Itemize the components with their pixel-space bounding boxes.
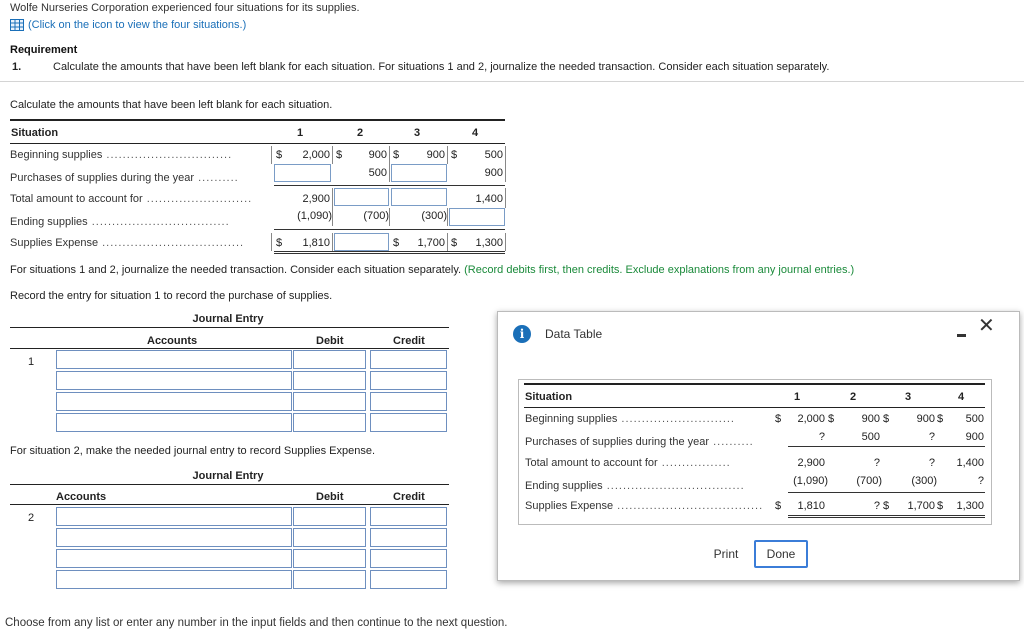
- dt-ending-1: (1,090): [793, 475, 828, 487]
- total-s4: 1,400: [475, 193, 503, 205]
- situation-header: Situation: [11, 127, 59, 139]
- total-s2-input[interactable]: [334, 188, 389, 206]
- dt-total-1: 2,900: [797, 457, 825, 469]
- dollar-sign: $: [451, 237, 458, 249]
- entry2-account-input[interactable]: [56, 528, 292, 547]
- beginning-s1: 2,000: [302, 149, 330, 161]
- entry1-accounts-header: Accounts: [147, 335, 198, 347]
- entry1-debit-input[interactable]: [293, 371, 366, 390]
- entry1-title: Journal Entry: [192, 313, 264, 325]
- expense-s2-input[interactable]: [334, 233, 389, 251]
- dt-purchases-2: 500: [861, 431, 880, 443]
- data-table-modal: i Data Table ✕ Situation 1 2 3 4 Beginning supplies ............................ $ 2,000 $ 900 $ 900 $ 500 Purchases of supplies during the year .......... ? 500 ? 900 Total amount to account for ................. 2,900 ? ? 1,400 Ending supplies .................................. (1,090) (700) (300) ? Supplies Expense .................................... $ 1,810 ? $ 1,700 $ 1,300 Print Done: [497, 311, 1020, 581]
- row-label-expense: Supplies Expense ...................................: [10, 237, 245, 249]
- entry2-credit-input[interactable]: [370, 507, 447, 526]
- beginning-s2: 900: [368, 149, 387, 161]
- row-label-total: Total amount to account for ..........................: [10, 193, 253, 205]
- journal-instruction: For situations 1 and 2, journalize the needed transaction. Consider each situation separately. (Record debits first, then credits. Exclude explanations from any journal entries.): [10, 264, 855, 276]
- table-top-rule: [10, 119, 505, 121]
- dt-col-3: 3: [905, 391, 912, 403]
- dt-ending-4: ?: [977, 475, 984, 487]
- done-button[interactable]: Done: [754, 540, 808, 568]
- dt-row-beginning: Beginning supplies ............................: [525, 413, 735, 425]
- table-grid-icon[interactable]: [10, 19, 24, 31]
- requirement-number: 1.: [12, 61, 22, 73]
- entry2-debit-input[interactable]: [293, 570, 366, 589]
- col-header-1: 1: [297, 127, 304, 139]
- entry1-credit-input[interactable]: [370, 413, 447, 432]
- dollar-sign: $: [276, 237, 283, 249]
- dollar-sign: $: [393, 237, 400, 249]
- entry1-prompt: Record the entry for situation 1 to record the purchase of supplies.: [10, 290, 333, 302]
- dt-expense-1: 1,810: [797, 500, 825, 512]
- dt-col-1: 1: [794, 391, 801, 403]
- entry1-credit-header: Credit: [393, 335, 425, 347]
- dt-situation-header: Situation: [525, 391, 573, 403]
- expense-s4: 1,300: [475, 237, 503, 249]
- purchases-s4: 900: [484, 167, 503, 179]
- entry1-debit-input[interactable]: [293, 350, 366, 369]
- requirement-heading: Requirement: [10, 44, 78, 56]
- dollar-sign: $: [276, 149, 283, 161]
- modal-title: Data Table: [545, 327, 603, 341]
- ending-s1: (1,090): [297, 210, 332, 222]
- dt-beginning-2: 900: [861, 413, 880, 425]
- dt-purchases-4: 900: [965, 431, 984, 443]
- dt-expense-4: 1,300: [956, 500, 984, 512]
- entry2-accounts-header: Accounts: [56, 491, 107, 503]
- entry2-credit-input[interactable]: [370, 570, 447, 589]
- dt-beginning-1: 2,000: [797, 413, 825, 425]
- row-label-purchases: Purchases of supplies during the year ..........: [10, 172, 239, 184]
- table-header-rule: [10, 143, 505, 144]
- entry2-debit-header: Debit: [316, 491, 344, 503]
- dt-ending-3: (300): [911, 475, 937, 487]
- minimize-icon[interactable]: [957, 334, 966, 337]
- entry2-debit-input[interactable]: [293, 549, 366, 568]
- requirement-text: Calculate the amounts that have been left blank for each situation. For situations 1 and 2, journalize the needed transaction. Consider each situation separately.: [53, 61, 830, 73]
- col-header-3: 3: [414, 127, 421, 139]
- entry1-account-input[interactable]: [56, 350, 292, 369]
- total-s1: 2,900: [302, 193, 330, 205]
- entry2-account-input[interactable]: [56, 570, 292, 589]
- entry1-credit-input[interactable]: [370, 350, 447, 369]
- dt-purchases-1: ?: [818, 431, 825, 443]
- dt-total-3: ?: [928, 457, 935, 469]
- dt-row-total: Total amount to account for .................: [525, 457, 731, 469]
- entry2-credit-input[interactable]: [370, 549, 447, 568]
- entry1-account-input[interactable]: [56, 371, 292, 390]
- dt-total-2: ?: [873, 457, 880, 469]
- entry2-debit-input[interactable]: [293, 528, 366, 547]
- dt-beginning-4: 500: [965, 413, 984, 425]
- dollar-sign: $: [393, 149, 400, 161]
- ending-s2: (700): [363, 210, 389, 222]
- entry2-prompt: For situation 2, make the needed journal entry to record Supplies Expense.: [10, 445, 376, 457]
- dt-ending-2: (700): [856, 475, 882, 487]
- dt-total-4: 1,400: [956, 457, 984, 469]
- entry1-account-input[interactable]: [56, 413, 292, 432]
- view-situations-link-text[interactable]: (Click on the icon to view the four situations.): [28, 19, 247, 31]
- entry1-row-number: 1: [28, 356, 35, 368]
- expense-s1: 1,810: [302, 237, 330, 249]
- purchases-s2: 500: [368, 167, 387, 179]
- total-s3-input[interactable]: [391, 188, 447, 206]
- dt-col-4: 4: [958, 391, 965, 403]
- entry1-debit-header: Debit: [316, 335, 344, 347]
- dt-row-expense: Supplies Expense ....................................: [525, 500, 764, 512]
- dt-expense-3: 1,700: [907, 500, 935, 512]
- entry2-title: Journal Entry: [192, 470, 264, 482]
- entry1-credit-input[interactable]: [370, 392, 447, 411]
- entry2-row-number: 2: [28, 512, 35, 524]
- problem-title: Wolfe Nurseries Corporation experienced four situations for its supplies.: [10, 2, 360, 14]
- beginning-s4: 500: [484, 149, 503, 161]
- col-header-4: 4: [472, 127, 479, 139]
- entry1-account-input[interactable]: [56, 392, 292, 411]
- expense-s3: 1,700: [417, 237, 445, 249]
- beginning-s3: 900: [426, 149, 445, 161]
- entry2-account-input[interactable]: [56, 507, 292, 526]
- dt-col-2: 2: [850, 391, 857, 403]
- ending-s4-input[interactable]: [449, 208, 505, 226]
- entry1-debit-input[interactable]: [293, 413, 366, 432]
- row-label-beginning: Beginning supplies ...............................: [10, 149, 233, 161]
- dollar-sign: $: [336, 149, 343, 161]
- entry2-credit-header: Credit: [393, 491, 425, 503]
- dt-row-purchases: Purchases of supplies during the year ..........: [525, 436, 754, 448]
- dt-beginning-3: 900: [916, 413, 935, 425]
- view-situations-link[interactable]: [10, 19, 246, 31]
- calc-instruction: Calculate the amounts that have been left blank for each situation.: [10, 99, 333, 111]
- journal-hint: (Record debits first, then credits. Exclude explanations from any journal entries.): [464, 264, 855, 276]
- footer-instruction: Choose from any list or enter any number in the input fields and then continue to the next question.: [5, 617, 508, 629]
- dollar-sign: $: [451, 149, 458, 161]
- entry2-debit-input[interactable]: [293, 507, 366, 526]
- dt-row-ending: Ending supplies ..................................: [525, 480, 745, 492]
- purchases-s3-input[interactable]: [391, 164, 447, 182]
- dt-expense-2: ?: [873, 500, 880, 512]
- entry1-debit-input[interactable]: [293, 392, 366, 411]
- print-button[interactable]: Print: [703, 540, 749, 568]
- row-label-ending: Ending supplies ..................................: [10, 216, 230, 228]
- entry2-credit-input[interactable]: [370, 528, 447, 547]
- entry2-account-input[interactable]: [56, 549, 292, 568]
- purchases-s1-input[interactable]: [274, 164, 331, 182]
- close-icon[interactable]: ✕: [978, 315, 995, 337]
- dt-purchases-3: ?: [928, 431, 935, 443]
- ending-s3: (300): [421, 210, 447, 222]
- divider: [0, 81, 1024, 82]
- info-icon: i: [513, 325, 531, 343]
- col-header-2: 2: [357, 127, 364, 139]
- entry1-credit-input[interactable]: [370, 371, 447, 390]
